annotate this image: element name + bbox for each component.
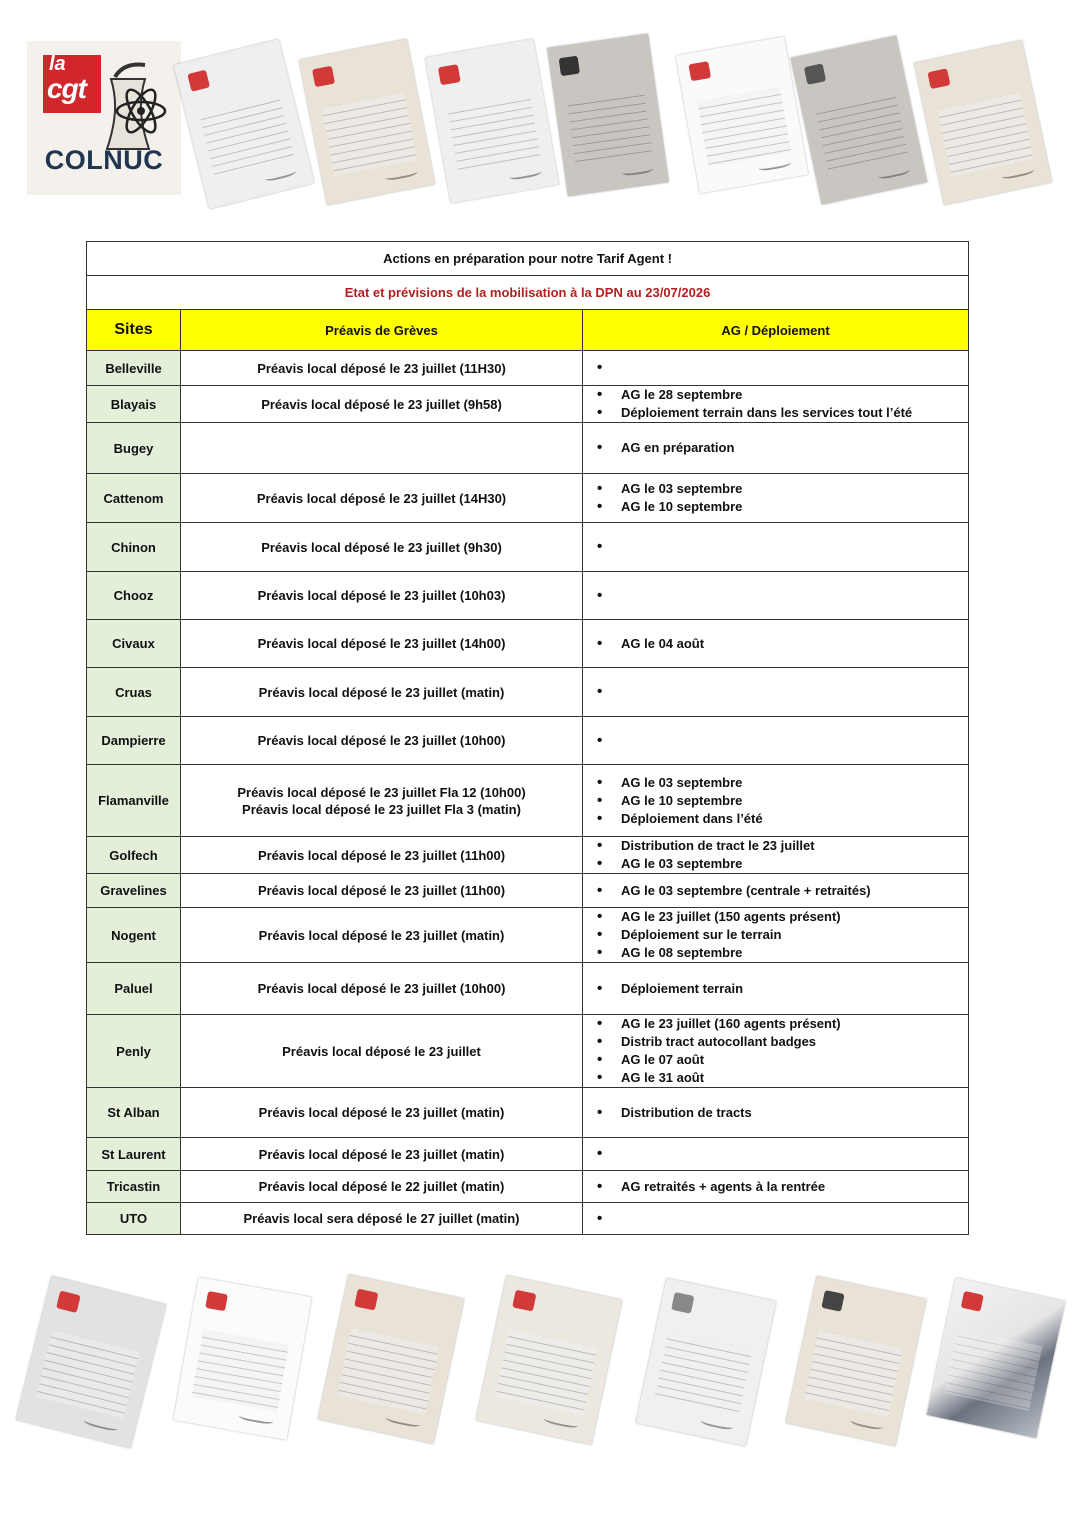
- ag-deploiement-cell: [583, 386, 969, 423]
- ag-bullet-item: • AG le 03 septembre: [589, 480, 962, 498]
- ag-bullet-list: [589, 439, 962, 457]
- table-row: [87, 1138, 969, 1171]
- ag-bullet-list: [589, 1015, 962, 1087]
- ag-bullet-list: [589, 732, 962, 750]
- ag-deploiement-cell: [583, 717, 969, 765]
- preavis-text: Préavis local déposé le 23 juillet (14h00): [257, 636, 506, 651]
- site-name-cell: Gravelines: [87, 874, 181, 908]
- ag-bullet-list: [589, 386, 962, 422]
- cgt-logo-badge: [43, 55, 101, 113]
- ag-bullet-item: [589, 587, 962, 605]
- preavis-cell: [181, 1088, 583, 1138]
- ag-deploiement-cell: [583, 474, 969, 523]
- preavis-cell: [181, 423, 583, 474]
- ag-bullet-list: [589, 1145, 962, 1163]
- ag-deploiement-cell: [583, 963, 969, 1015]
- preavis-text: Préavis local déposé le 23 juillet (10h03): [257, 588, 506, 603]
- preavis-text: Préavis local déposé le 23 juillet (matin): [258, 684, 505, 700]
- preavis-text: Préavis local déposé le 23 juillet Fla 3 (matin): [242, 801, 521, 817]
- preavis-text: Préavis local déposé le 23 juillet (9h58): [261, 396, 502, 412]
- preavis-cell: [181, 523, 583, 572]
- ag-bullet-list: [589, 1104, 962, 1122]
- ag-deploiement-cell: [583, 1015, 969, 1088]
- ag-bullet-list: [589, 635, 962, 653]
- preavis-text: Préavis local déposé le 23 juillet (matin): [258, 1146, 505, 1162]
- letter-thumbnail-image: [914, 40, 1052, 205]
- preavis-text: Préavis local déposé le 23 juillet (10h00): [257, 981, 506, 996]
- preavis-cell: [181, 1171, 583, 1203]
- ag-deploiement-cell: [583, 351, 969, 386]
- letter-thumbnail-image: [173, 1277, 311, 1440]
- letter-thumbnail-image: [791, 35, 928, 204]
- ag-bullet-item: [589, 1210, 962, 1228]
- preavis-text: Préavis local déposé le 23 juillet (11H30): [257, 360, 506, 376]
- preavis-cell: [181, 620, 583, 668]
- site-name-cell: Golfech: [87, 837, 181, 874]
- ag-deploiement-cell: [583, 620, 969, 668]
- ag-deploiement-cell: [583, 874, 969, 908]
- ag-bullet-list: [589, 359, 962, 377]
- ag-bullet-item: • Distrib tract autocollant badges: [589, 1033, 962, 1051]
- preavis-text: Préavis local déposé le 23 juillet (matin): [258, 1105, 505, 1120]
- site-name-cell: UTO: [87, 1203, 181, 1235]
- table-row: [87, 963, 969, 1015]
- ag-bullet-item: • Distribution de tracts: [589, 1104, 962, 1122]
- preavis-cell: [181, 1203, 583, 1235]
- ag-bullet-item: • Déploiement dans l’été: [589, 810, 962, 828]
- site-name-cell: Dampierre: [87, 717, 181, 765]
- ag-bullet-item: • Déploiement terrain dans les services tout l’été: [589, 404, 962, 422]
- ag-bullet-item: • AG en préparation: [589, 439, 962, 457]
- column-header-sites: Sites: [87, 310, 181, 351]
- ag-deploiement-cell: [583, 1171, 969, 1203]
- table-row: [87, 423, 969, 474]
- letter-thumbnail-image: [786, 1276, 927, 1446]
- ag-bullet-item: • AG le 23 juillet (150 agents présent): [589, 908, 962, 926]
- table-row: [87, 1015, 969, 1088]
- preavis-text: Préavis local déposé le 23 juillet (11h00): [257, 883, 506, 898]
- table-row: [87, 351, 969, 386]
- ag-bullet-item: • AG le 28 septembre: [589, 386, 962, 404]
- ag-bullet-list: [589, 882, 962, 900]
- preavis-text: Préavis local déposé le 23 juillet (10h00): [257, 733, 506, 748]
- site-name-cell: Flamanville: [87, 765, 181, 837]
- preavis-cell: [181, 717, 583, 765]
- ag-deploiement-cell: [583, 572, 969, 620]
- column-header-preavis: Préavis de Grèves: [181, 310, 583, 351]
- ag-bullet-list: [589, 587, 962, 605]
- ag-bullet-item: [589, 683, 962, 701]
- preavis-cell: [181, 963, 583, 1015]
- site-name-cell: Bugey: [87, 423, 181, 474]
- table-row: [87, 620, 969, 668]
- preavis-cell: [181, 351, 583, 386]
- column-header-ag: AG / Déploiement: [583, 310, 969, 351]
- ag-bullet-item: • AG le 08 septembre: [589, 944, 962, 962]
- ag-bullet-item: • AG le 03 septembre: [589, 774, 962, 792]
- site-name-cell: Chinon: [87, 523, 181, 572]
- site-name-cell: Penly: [87, 1015, 181, 1088]
- table-row: [87, 1088, 969, 1138]
- ag-bullet-item: • AG le 03 septembre (centrale + retraités): [589, 882, 962, 900]
- letter-thumbnail-image: [425, 39, 559, 204]
- preavis-text: Préavis local sera déposé le 27 juillet (matin): [243, 1211, 520, 1226]
- table-row: [87, 717, 969, 765]
- ag-bullet-item: • Déploiement terrain: [589, 980, 962, 998]
- ag-deploiement-cell: [583, 423, 969, 474]
- preavis-cell: [181, 386, 583, 423]
- ag-bullet-list: [589, 1178, 962, 1196]
- preavis-cell: [181, 874, 583, 908]
- mobilisation-table: [86, 241, 969, 1235]
- letter-thumbnail-image: [547, 34, 669, 197]
- site-name-cell: Chooz: [87, 572, 181, 620]
- site-name-cell: St Alban: [87, 1088, 181, 1138]
- preavis-text: Préavis local déposé le 23 juillet (matin): [258, 927, 505, 943]
- ag-deploiement-cell: [583, 1203, 969, 1235]
- ag-bullet-item: • AG le 31 août: [589, 1069, 962, 1087]
- ag-bullet-list: [589, 837, 962, 873]
- ag-deploiement-cell: [583, 1138, 969, 1171]
- letter-thumbnail-image: [299, 39, 435, 205]
- ag-bullet-item: • AG le 04 août: [589, 635, 962, 653]
- ag-bullet-item: • Distribution de tract le 23 juillet: [589, 837, 962, 855]
- ag-deploiement-cell: [583, 1088, 969, 1138]
- preavis-text: Préavis local déposé le 23 juillet: [282, 1043, 481, 1059]
- ag-deploiement-cell: [583, 523, 969, 572]
- letter-thumbnail-image: [476, 1275, 622, 1444]
- site-name-cell: Nogent: [87, 908, 181, 963]
- ag-deploiement-cell: [583, 765, 969, 837]
- site-name-cell: Blayais: [87, 386, 181, 423]
- letter-thumbnail-image: [636, 1278, 776, 1446]
- logo-colnuc-text: COLNUC: [44, 145, 164, 175]
- table-subtitle: Etat et prévisions de la mobilisation à la DPN au 23/07/2026: [87, 276, 969, 310]
- table-row: [87, 765, 969, 837]
- table-row: [87, 572, 969, 620]
- ag-bullet-item: [589, 732, 962, 750]
- preavis-cell: [181, 908, 583, 963]
- preavis-text: Préavis local déposé le 23 juillet (11h00): [257, 847, 506, 863]
- ag-bullet-list: [589, 1210, 962, 1228]
- letter-thumbnail-image: [174, 39, 315, 209]
- logo-cgt-text: cgt: [47, 73, 86, 104]
- table-row: [87, 874, 969, 908]
- site-name-cell: Civaux: [87, 620, 181, 668]
- table-row: [87, 523, 969, 572]
- ag-bullet-list: [589, 683, 962, 701]
- preavis-cell: [181, 837, 583, 874]
- ag-bullet-list: [589, 480, 962, 516]
- preavis-cell: [181, 572, 583, 620]
- ag-bullet-list: [589, 980, 962, 998]
- ag-bullet-item: [589, 1145, 962, 1163]
- logo-la-text: la: [49, 53, 66, 75]
- preavis-cell: [181, 668, 583, 717]
- ag-bullet-list: [589, 908, 962, 962]
- letter-thumbnail-image: [16, 1276, 166, 1448]
- ag-bullet-item: [589, 359, 962, 377]
- table-row: [87, 837, 969, 874]
- ag-deploiement-cell: [583, 908, 969, 963]
- table-title: Actions en préparation pour notre Tarif Agent !: [87, 242, 969, 276]
- ag-bullet-item: • AG le 10 septembre: [589, 498, 962, 516]
- table-row: [87, 668, 969, 717]
- cooling-tower-atom-icon: [101, 59, 169, 151]
- ag-bullet-item: • AG le 23 juillet (160 agents présent): [589, 1015, 962, 1033]
- preavis-cell: [181, 1015, 583, 1088]
- ag-bullet-item: • AG le 10 septembre: [589, 792, 962, 810]
- site-name-cell: St Laurent: [87, 1138, 181, 1171]
- table-row: [87, 386, 969, 423]
- site-name-cell: Tricastin: [87, 1171, 181, 1203]
- letter-thumbnail-image: [318, 1274, 464, 1443]
- letter-thumbnail-image: [927, 1278, 1066, 1438]
- site-name-cell: Belleville: [87, 351, 181, 386]
- preavis-text: Préavis local déposé le 23 juillet (14H30): [256, 490, 507, 506]
- table-row: [87, 1203, 969, 1235]
- letter-thumbnail-image: [676, 37, 809, 194]
- ag-bullet-item: • AG retraités + agents à la rentrée: [589, 1178, 962, 1196]
- site-name-cell: Paluel: [87, 963, 181, 1015]
- site-name-cell: Cruas: [87, 668, 181, 717]
- preavis-cell: [181, 474, 583, 523]
- ag-bullet-item: • Déploiement sur le terrain: [589, 926, 962, 944]
- ag-deploiement-cell: [583, 668, 969, 717]
- preavis-text: Préavis local déposé le 23 juillet Fla 12 (10h00): [237, 784, 526, 800]
- colnuc-logo: [27, 41, 181, 195]
- preavis-text: Préavis local déposé le 23 juillet (9h30): [261, 539, 502, 555]
- site-name-cell: Cattenom: [87, 474, 181, 523]
- preavis-cell: [181, 1138, 583, 1171]
- ag-bullet-item: [589, 538, 962, 556]
- ag-bullet-item: • AG le 03 septembre: [589, 855, 962, 873]
- ag-bullet-list: [589, 774, 962, 828]
- ag-bullet-list: [589, 538, 962, 556]
- table-row: [87, 908, 969, 963]
- table-row: [87, 1171, 969, 1203]
- preavis-text: Préavis local déposé le 22 juillet (matin): [258, 1179, 505, 1194]
- preavis-cell: [181, 765, 583, 837]
- ag-deploiement-cell: [583, 837, 969, 874]
- ag-bullet-item: • AG le 07 août: [589, 1051, 962, 1069]
- table-row: [87, 474, 969, 523]
